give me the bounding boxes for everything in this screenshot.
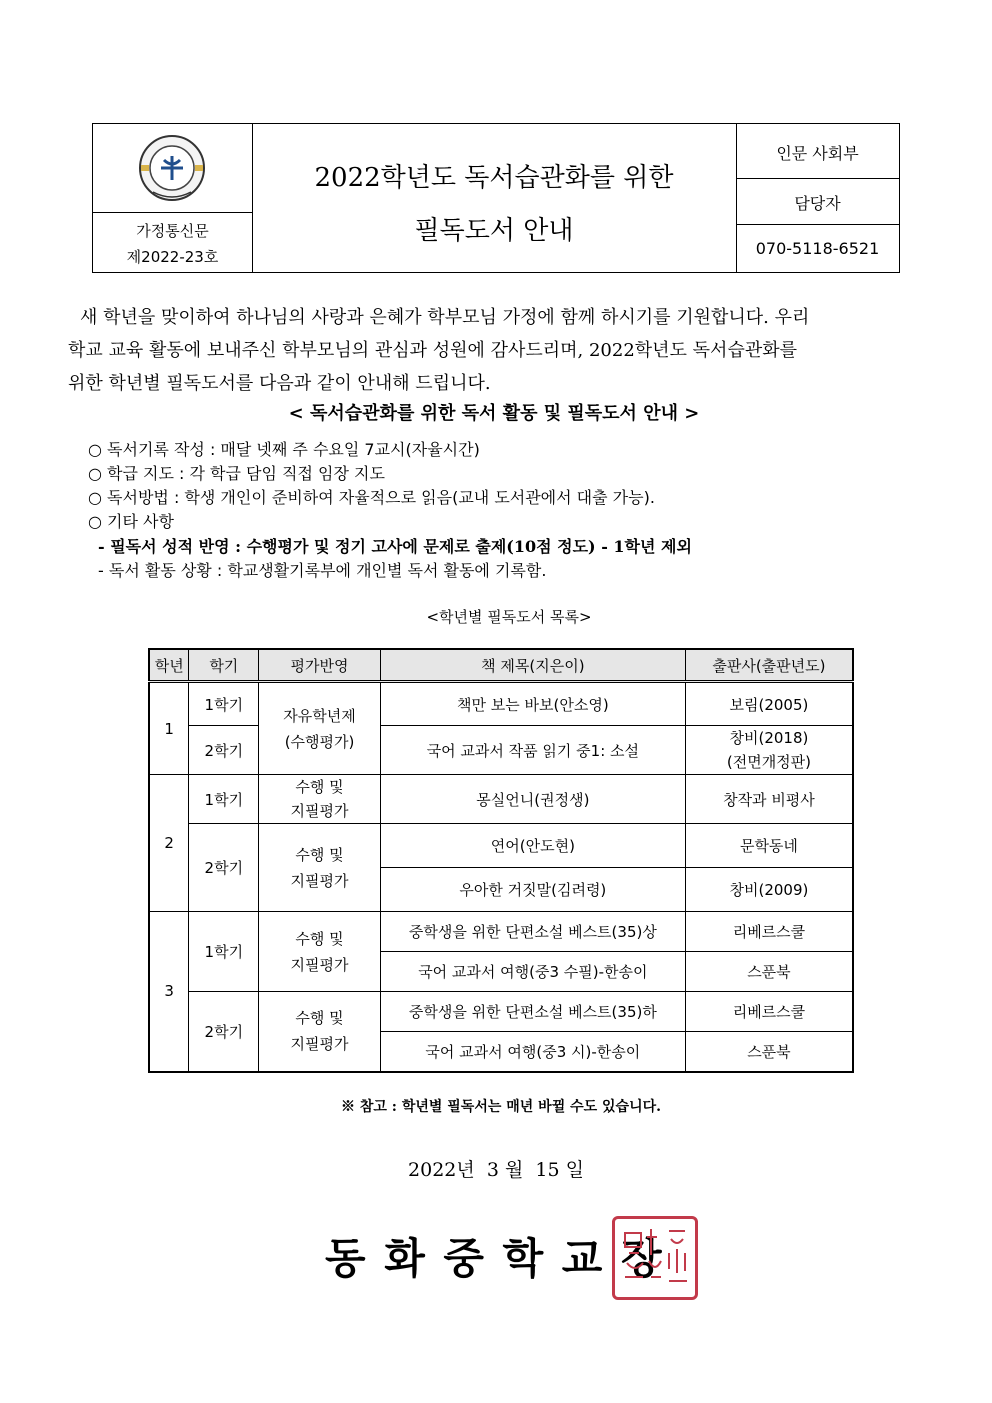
- contact-label: 담당자: [794, 194, 841, 213]
- table-row: [149, 682, 853, 726]
- header-publisher: 출판사(출판년도): [685, 649, 853, 682]
- header-evaluation: 평가반영: [259, 649, 381, 682]
- term-cell: 2학기: [189, 726, 259, 775]
- evaluation-cell: 수행 및 지필평가: [259, 912, 381, 992]
- school-logo: [133, 134, 211, 206]
- header-box: [92, 123, 900, 273]
- table-header-row: [149, 649, 853, 682]
- bullet-reading-method: ○ 독서방법 : 학생 개인이 준비하여 자율적으로 읽음(교내 도서관에서 대출 가능).: [88, 488, 655, 507]
- header-book-title: 책 제목(지은이): [380, 649, 685, 682]
- publisher-cell: 보림(2005): [685, 682, 853, 726]
- publisher-cell: 창비(2018) (전면개정판): [685, 726, 853, 775]
- page-title-line1: 2022학년도 독서습관화를 위한: [314, 163, 674, 193]
- publisher-cell: 리베르스쿨: [685, 992, 853, 1032]
- intro-line-2: 학교 교육 활동에 보내주신 학부모님의 관심과 성원에 감사드리며, 2022학년도 독서습관화를: [68, 340, 797, 361]
- notice-type: 가정통신문: [136, 222, 209, 240]
- table-row: [149, 824, 853, 868]
- sub-bullet-grading: - 필독서 성적 반영 : 수행평가 및 정기 고사에 문제로 출제(10점 정도) - 1학년 제외: [98, 537, 692, 556]
- department: 인문 사회부: [776, 144, 859, 163]
- grade-cell: 3: [149, 912, 189, 1072]
- header-term: 학기: [189, 649, 259, 682]
- book-title-cell: 연어(안도현): [380, 824, 685, 868]
- publisher-cell: 스푼북: [685, 1032, 853, 1072]
- publisher-cell: 창작과 비평사: [685, 775, 853, 824]
- bullet-class-guidance: ○ 학급 지도 : 각 학급 담임 직접 임장 지도: [88, 464, 385, 483]
- publisher-cell: 창비(2009): [685, 868, 853, 912]
- publisher-cell: 스푼북: [685, 952, 853, 992]
- contact-phone: 070-5118-6521: [755, 239, 880, 258]
- issue-date: 2022년 3 월 15 일: [408, 1159, 584, 1181]
- book-title-cell: 국어 교과서 여행(중3 시)-한송이: [380, 1032, 685, 1072]
- book-title-cell: 국어 교과서 여행(중3 수필)-한송이: [380, 952, 685, 992]
- table-row: [149, 775, 853, 824]
- term-cell: 1학기: [189, 682, 259, 726]
- intro-line-3: 위한 학년별 필독도서를 다음과 같이 안내해 드립니다.: [68, 373, 491, 394]
- book-title-cell: 우아한 거짓말(김려령): [380, 868, 685, 912]
- book-title-cell: 책만 보는 바보(안소영): [380, 682, 685, 726]
- publisher-cell: 리베르스쿨: [685, 912, 853, 952]
- bullet-etc: ○ 기타 사항: [88, 512, 174, 531]
- grade-cell: 2: [149, 775, 189, 912]
- book-title-cell: 몽실언니(권정생): [380, 775, 685, 824]
- official-seal-icon: [612, 1216, 698, 1300]
- sub-bullet-record: - 독서 활동 상황 : 학교생활기록부에 개인별 독서 활동에 기록함.: [98, 561, 547, 580]
- evaluation-cell: 자유학년제 (수행평가): [259, 682, 381, 775]
- publisher-cell: 문학동네: [685, 824, 853, 868]
- table-row: [149, 912, 853, 952]
- book-title-cell: 중학생을 위한 단편소설 베스트(35)하: [380, 992, 685, 1032]
- table-caption: <학년별 필독도서 목록>: [426, 608, 592, 626]
- school-principal-signature: 동 화 중 학 교 장: [325, 1234, 664, 1283]
- notice-number: 제2022-23호: [126, 248, 219, 266]
- reference-note: ※ 참고 : 학년별 필독서는 매년 바뀔 수도 있습니다.: [341, 1099, 661, 1115]
- page-title-line2: 필독도서 안내: [414, 216, 574, 246]
- intro-line-1: 새 학년을 맞이하여 하나님의 사랑과 은혜가 학부모님 가정에 함께 하시기를 기원합니다. 우리: [80, 307, 810, 328]
- evaluation-cell: 수행 및 지필평가: [259, 775, 381, 824]
- term-cell: 2학기: [189, 824, 259, 912]
- grade-cell: 1: [149, 682, 189, 775]
- term-cell: 2학기: [189, 992, 259, 1072]
- header-grade: 학년: [149, 649, 189, 682]
- section-title: < 독서습관화를 위한 독서 활동 및 필독도서 안내 >: [288, 403, 700, 424]
- term-cell: 1학기: [189, 775, 259, 824]
- evaluation-cell: 수행 및 지필평가: [259, 824, 381, 912]
- bullet-record: ○ 독서기록 작성 : 매달 넷째 주 수요일 7교시(자율시간): [88, 440, 480, 459]
- book-title-cell: 중학생을 위한 단편소설 베스트(35)상: [380, 912, 685, 952]
- book-title-cell: 국어 교과서 작품 읽기 중1: 소설: [380, 726, 685, 775]
- evaluation-cell: 수행 및 지필평가: [259, 992, 381, 1072]
- term-cell: 1학기: [189, 912, 259, 992]
- table-row: [149, 726, 853, 775]
- book-list-table: [148, 648, 854, 1073]
- table-row: [149, 992, 853, 1032]
